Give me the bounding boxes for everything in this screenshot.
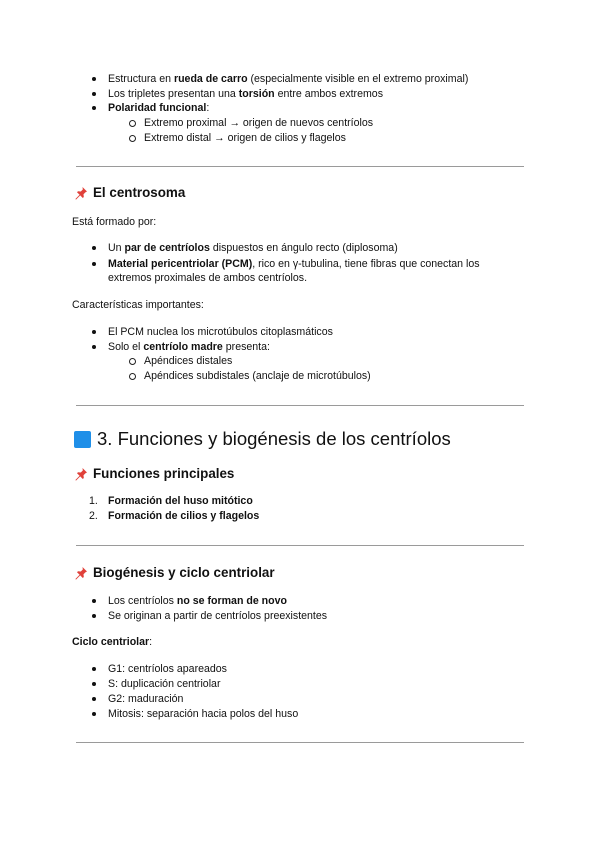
sub-list-item: Extremo distal → origen de cilios y flagelos: [144, 132, 346, 144]
list-item: G1: centríolos apareados: [108, 663, 227, 675]
list-item: Material pericentriolar (PCM), rico en γ-tubulina, tiene fibras que conectan los: [108, 258, 480, 270]
pushpin-icon: [74, 186, 88, 200]
blue-square-icon: [74, 431, 91, 448]
sub-list-item: Extremo proximal → origen de nuevos centríolos: [144, 117, 374, 129]
list-item: Se originan a partir de centríolos preexistentes: [108, 610, 328, 622]
sub-bullet-circle: [129, 358, 136, 365]
sub-list-item: Apéndices subdistales (anclaje de microtúbulos): [144, 370, 371, 382]
paragraph: Está formado por:: [72, 216, 157, 228]
sub-bullet-circle: [129, 120, 136, 127]
pushpin-icon: [74, 566, 88, 580]
list-item: El PCM nuclea los microtúbulos citoplasmáticos: [108, 326, 333, 338]
paragraph: Características importantes:: [72, 299, 204, 311]
sub-list-item: Apéndices distales: [144, 355, 233, 367]
bullet-dot: [92, 697, 96, 701]
bullet-dot: [92, 246, 96, 250]
list-item: S: duplicación centriolar: [108, 678, 221, 690]
horizontal-rule: [76, 545, 524, 546]
bullet-dot: [92, 712, 96, 716]
bullet-dot: [92, 682, 96, 686]
horizontal-rule: [76, 166, 524, 167]
list-item: Un par de centríolos dispuestos en ángulo recto (diplosoma): [108, 242, 398, 254]
bullet-dot: [92, 667, 96, 671]
paragraph: Ciclo centriolar:: [72, 636, 153, 648]
bullet-dot: [92, 262, 96, 266]
subsection-heading-biogenesis: [74, 565, 275, 580]
sub-bullet-circle: [129, 135, 136, 142]
numbered-item: Formación del huso mitótico: [108, 495, 253, 507]
list-number: 1.: [89, 495, 98, 507]
bullet-dot: [92, 614, 96, 618]
list-item: Los centríolos no se forman de novo: [108, 595, 287, 607]
list-item: Estructura en rueda de carro (especialmente visible en el extremo proximal): [108, 73, 469, 85]
heading-text: Funciones principales: [93, 466, 235, 481]
list-number: 2.: [89, 510, 98, 522]
heading-text: 3. Funciones y biogénesis de los centríolos: [97, 428, 451, 449]
heading-text: Biogénesis y ciclo centriolar: [93, 565, 275, 580]
bullet-dot: [92, 330, 96, 334]
list-item: Solo el centríolo madre presenta:: [108, 341, 270, 353]
bullet-dot: [92, 106, 96, 110]
bullet-dot: [92, 345, 96, 349]
heading-text: El centrosoma: [93, 185, 186, 200]
list-item: Polaridad funcional:: [108, 102, 210, 114]
section-heading-funciones-biogenesis: [74, 428, 451, 450]
sub-bullet-circle: [129, 373, 136, 380]
section-heading-centrosoma: [74, 185, 185, 200]
bullet-dot: [92, 599, 96, 603]
subsection-heading-funciones: [74, 466, 234, 481]
list-item-continuation: extremos proximales de ambos centríolos.: [108, 272, 308, 284]
bullet-dot: [92, 92, 96, 96]
numbered-item: Formación de cilios y flagelos: [108, 510, 260, 522]
list-item: G2: maduración: [108, 693, 184, 705]
list-item: Los tripletes presentan una torsión entre ambos extremos: [108, 88, 383, 100]
bullet-dot: [92, 77, 96, 81]
list-item: Mitosis: separación hacia polos del huso: [108, 708, 299, 720]
pushpin-icon: [74, 467, 88, 481]
horizontal-rule: [76, 742, 524, 743]
horizontal-rule: [76, 405, 524, 406]
